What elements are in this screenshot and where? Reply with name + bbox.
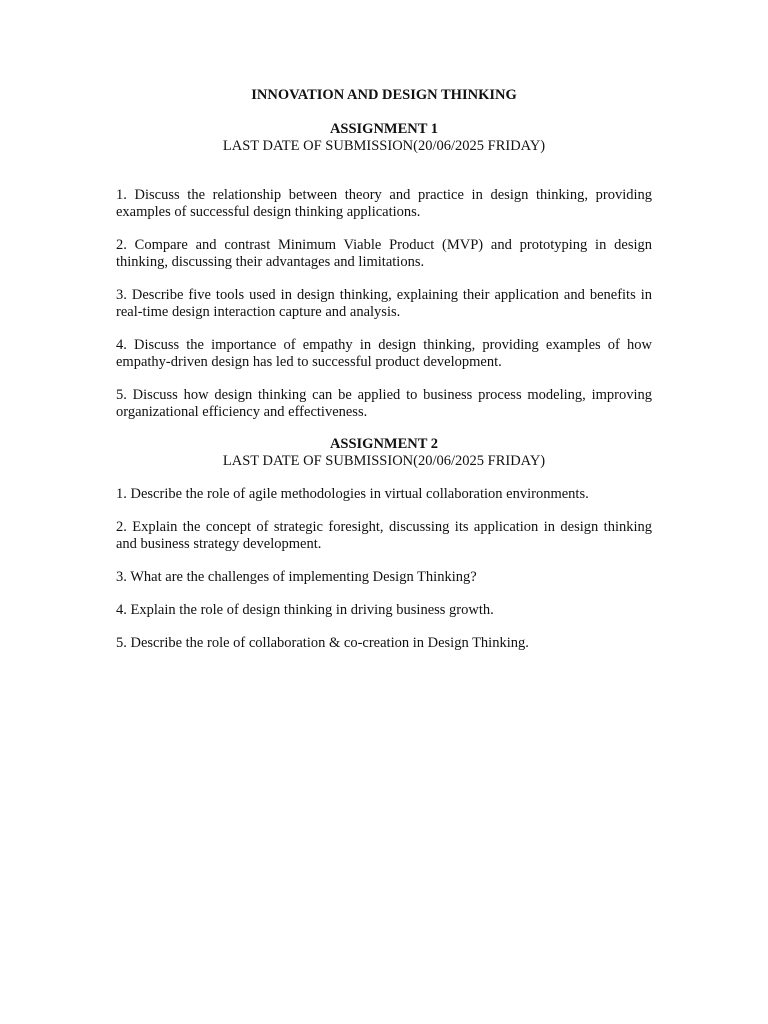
assignment-2-section (116, 436, 652, 652)
assignment-2-submission-date: LAST DATE OF SUBMISSION(20/06/2025 FRIDAY) (222, 453, 546, 469)
assignment-1-question-3: 3. Describe five tools used in design thinking, explaining their application and benefits in real-time design interaction capture and analysis. (116, 287, 652, 320)
assignment-1-heading: ASSIGNMENT 1 (329, 121, 439, 137)
assignment-2-question-5: 5. Describe the role of collaboration & co-creation in Design Thinking. (116, 635, 529, 651)
assignment-1-submission-date: LAST DATE OF SUBMISSION(20/06/2025 FRIDAY) (222, 138, 546, 154)
assignment-2-heading: ASSIGNMENT 2 (329, 436, 439, 452)
assignment-1-question-2: 2. Compare and contrast Minimum Viable Product (MVP) and prototyping in design thinking, discussing their advantages and limitations. (116, 237, 652, 270)
document-content (116, 87, 652, 668)
assignment-2-question-3: 3. What are the challenges of implementing Design Thinking? (116, 569, 477, 585)
assignment-1-question-4: 4. Discuss the importance of empathy in design thinking, providing examples of how empathy-driven design has led to successful product development. (116, 337, 652, 370)
assignment-1-question-5: 5. Discuss how design thinking can be applied to business process modeling, improving organizational efficiency and effectiveness. (116, 387, 652, 420)
document-title: INNOVATION AND DESIGN THINKING (251, 87, 517, 103)
assignment-1-question-1: 1. Discuss the relationship between theory and practice in design thinking, providing examples of successful design thinking applications. (116, 187, 652, 220)
assignment-2-question-2: 2. Explain the concept of strategic foresight, discussing its application in design thinking and business strategy development. (116, 519, 652, 552)
assignment-2-question-4: 4. Explain the role of design thinking in driving business growth. (116, 602, 494, 618)
assignment-2-question-1: 1. Describe the role of agile methodologies in virtual collaboration environments. (116, 486, 589, 502)
assignment-1-section (116, 121, 652, 421)
